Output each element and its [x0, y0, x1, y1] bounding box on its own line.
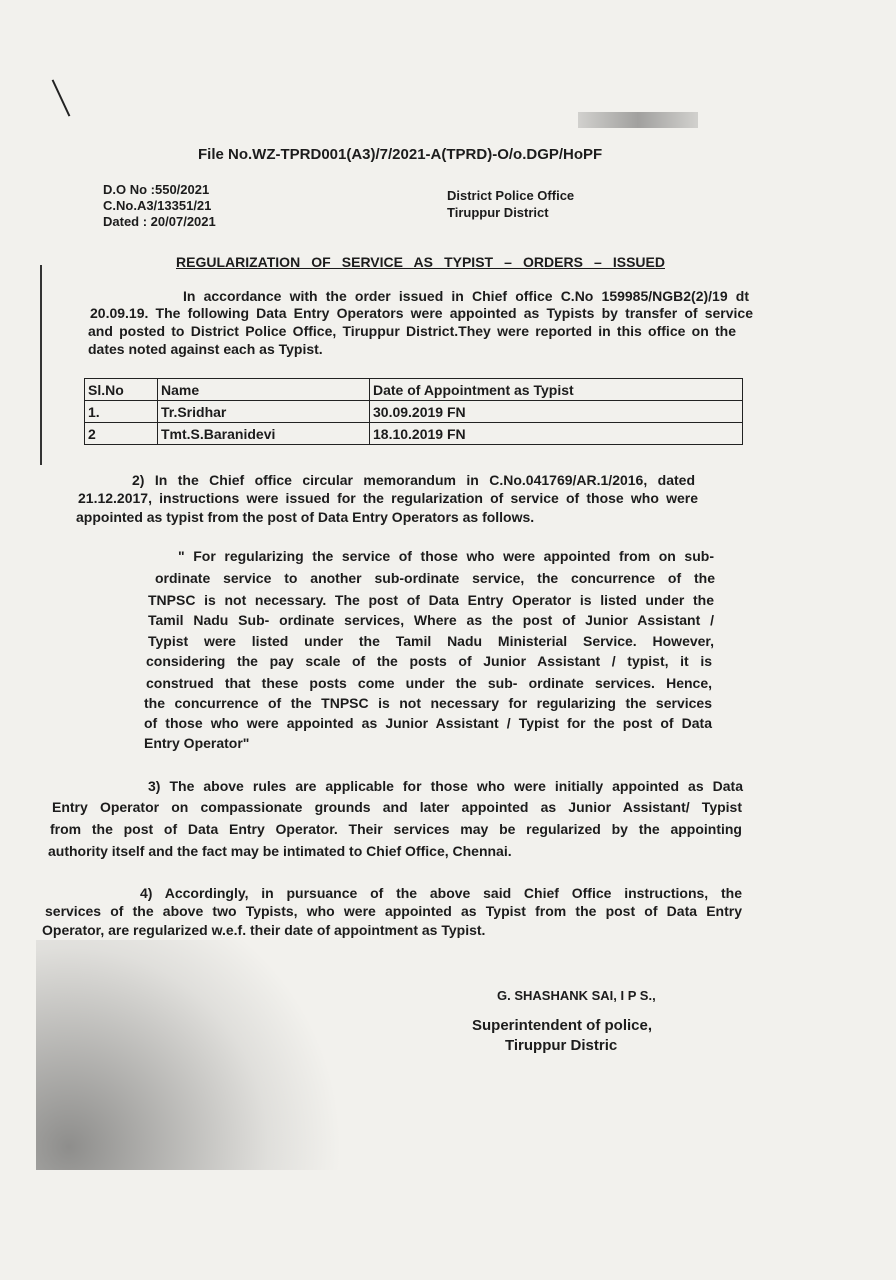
file-number: File No.WZ-TPRD001(A3)/7/2021-A(TPRD)-O/o.DGP/HoPF [198, 146, 603, 163]
para3-line: authority itself and the fact may be intimated to Chief Office, Chennai. [48, 843, 512, 859]
para3-line: 3) The above rules are applicable for those who were initially appointed as Data [148, 778, 743, 794]
quote-line: " For regularizing the service of those who were appointed from on sub- [178, 548, 714, 564]
table-header-row [85, 379, 743, 401]
office-district: Tiruppur District [447, 205, 549, 220]
cell-name: Tr.Sridhar [158, 401, 370, 423]
header-slno: Sl.No [85, 379, 158, 401]
quote-line: TNPSC is not necessary. The post of Data Entry Operator is listed under the [148, 592, 714, 608]
typist-table [84, 378, 743, 445]
para1-line: 20.09.19. The following Data Entry Operators were appointed as Typists by transfer of service [90, 305, 753, 321]
subject-heading: REGULARIZATION OF SERVICE AS TYPIST – ORDERS – ISSUED [176, 254, 665, 270]
para3-line: Entry Operator on compassionate grounds and later appointed as Junior Assistant/ Typist [52, 799, 742, 815]
quote-line: Typist were listed under the Tamil Nadu Ministerial Service. However, [148, 633, 714, 649]
para1-line: and posted to District Police Office, Tiruppur District.They were reported in this office on the [88, 323, 736, 339]
para4-line: 4) Accordingly, in pursuance of the above said Chief Office instructions, the [140, 885, 742, 901]
quote-line: Tamil Nadu Sub- ordinate services, Where as the post of Junior Assistant / [148, 612, 714, 628]
header-name: Name [158, 379, 370, 401]
quote-line: construed that these posts come under the sub- ordinate services. Hence, [146, 675, 712, 691]
quote-line: of those who were appointed as Junior Assistant / Typist for the post of Data [144, 715, 712, 731]
para2-line: appointed as typist from the post of Data Entry Operators as follows. [76, 509, 535, 525]
signatory-designation: Superintendent of police, [472, 1017, 653, 1034]
dated: Dated : 20/07/2021 [103, 214, 216, 229]
signatory-name: G. SHASHANK SAI, I P S., [497, 988, 656, 1003]
para2-line: 21.12.2017, instructions were issued for the regularization of service of those who were [78, 490, 698, 506]
c-number: C.No.A3/13351/21 [103, 198, 212, 213]
para4-line: services of the above two Typists, who were appointed as Typist from the post of Data Entry [45, 903, 742, 919]
margin-scan-line [40, 265, 42, 465]
header-date: Date of Appointment as Typist [370, 379, 743, 401]
corner-pen-mark [52, 79, 71, 116]
para3-line: from the post of Data Entry Operator. Their services may be regularized by the appointing [50, 821, 742, 837]
cell-date: 18.10.2019 FN [370, 423, 743, 445]
do-number: D.O No :550/2021 [103, 182, 210, 197]
para2-line: 2) In the Chief office circular memorandum in C.No.041769/AR.1/2016, dated [132, 472, 695, 488]
para1-line: In accordance with the order issued in Chief office C.No 159985/NGB2(2)/19 dt [183, 288, 749, 304]
quote-line: Entry Operator" [144, 735, 250, 751]
quote-line: considering the pay scale of the posts of Junior Assistant / typist, it is [146, 653, 712, 669]
scan-smudge [578, 112, 698, 128]
signatory-district: Tiruppur Distric [505, 1037, 618, 1054]
scan-noise-patch [36, 940, 366, 1170]
cell-date: 30.09.2019 FN [370, 401, 743, 423]
table-row [85, 423, 743, 445]
office-name: District Police Office [447, 188, 575, 203]
para1-line: dates noted against each as Typist. [88, 341, 323, 357]
table-row [85, 401, 743, 423]
quote-line: ordinate service to another sub-ordinate service, the concurrence of the [155, 570, 715, 586]
quote-line: the concurrence of the TNPSC is not necessary for regularizing the services [144, 695, 712, 711]
cell-name: Tmt.S.Baranidevi [158, 423, 370, 445]
cell-slno: 1. [85, 401, 158, 423]
para4-line: Operator, are regularized w.e.f. their date of appointment as Typist. [42, 922, 486, 938]
cell-slno: 2 [85, 423, 158, 445]
